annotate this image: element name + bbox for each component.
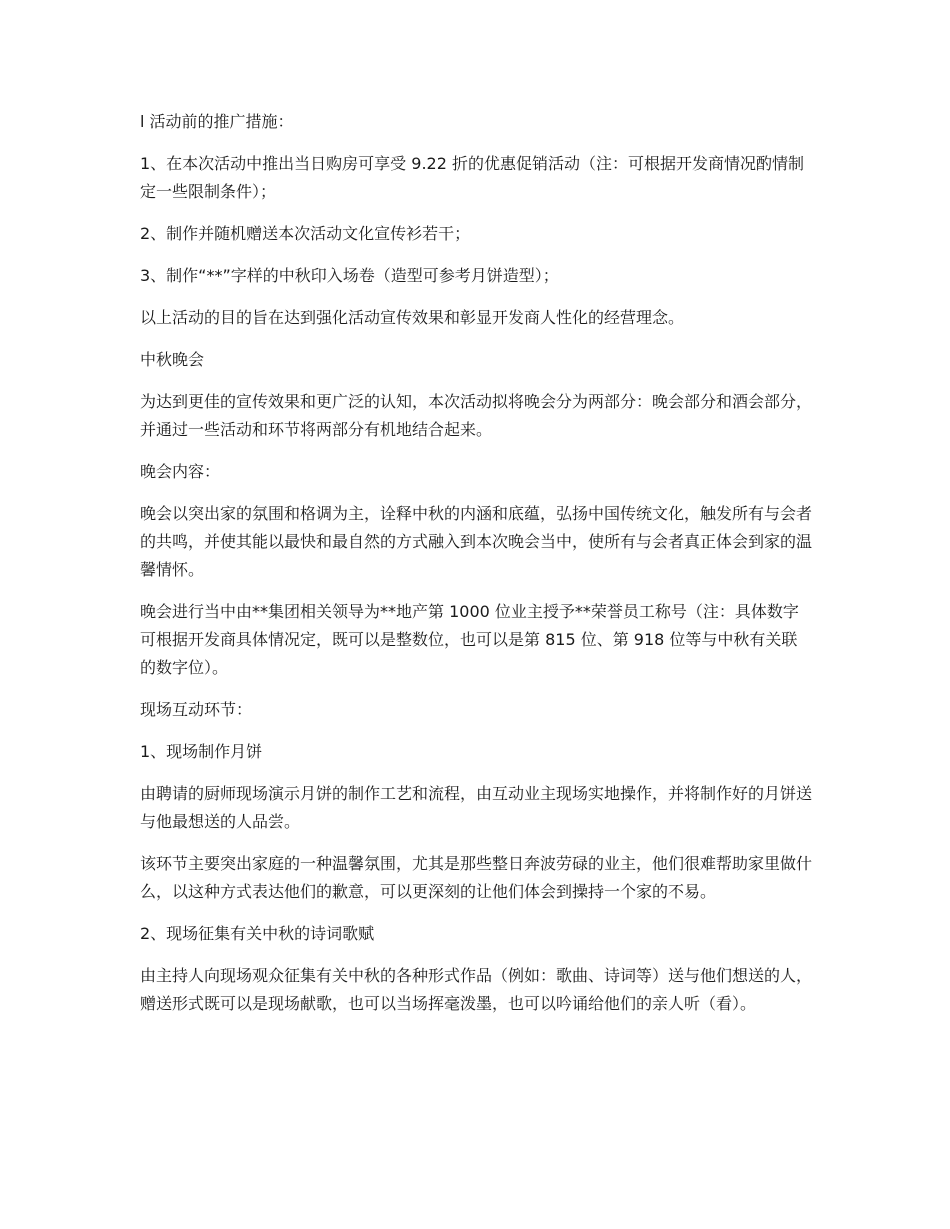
promo-item-1: 1、在本次活动中推出当日购房可享受 9.22 折的优惠促销活动（注：可根据开发商情况酌情制定一些限制条件）； bbox=[140, 154, 804, 201]
interaction-heading: 现场互动环节： bbox=[140, 700, 253, 719]
promo-purpose: 以上活动的目的旨在达到强化活动宣传效果和彰显开发商人性化的经营理念。 bbox=[140, 308, 685, 327]
gala-award-body: 晚会进行当中由**集团相关领导为**地产第 1000 位业主授予**荣誉员工称号（注：具体数字可根据开发商具体情况定，既可以是整数位，也可以是第 815 位、第 918 位等与中秋有关联的数字位）。 bbox=[140, 602, 799, 677]
interaction-item-1-body: 由聘请的厨师现场演示月饼的制作工艺和流程，由互动业主现场实地操作，并将制作好的月饼送与他最想送的人品尝。 bbox=[140, 784, 813, 831]
gala-intro: 为达到更佳的宣传效果和更广泛的认知，本次活动拟将晚会分为两部分：晚会部分和酒会部分，并通过一些活动和环节将两部分有机地结合起来。 bbox=[140, 392, 813, 439]
promo-heading: l 活动前的推广措施： bbox=[140, 112, 294, 131]
gala-content-body: 晚会以突出家的氛围和格调为主，诠释中秋的内涵和底蕴，弘扬中国传统文化，触发所有与会者的共鸣，并使其能以最快和最自然的方式融入到本次晚会当中，使所有与会者真正体会到家的温馨情怀。 bbox=[140, 504, 813, 579]
gala-content-heading: 晚会内容： bbox=[140, 462, 221, 481]
promo-item-2: 2、制作并随机赠送本次活动文化宣传衫若干； bbox=[140, 224, 471, 243]
interaction-item-2-title: 2、现场征集有关中秋的诗词歌赋 bbox=[140, 924, 375, 943]
interaction-item-1-title: 1、现场制作月饼 bbox=[140, 742, 263, 761]
interaction-item-2-body: 由主持人向现场观众征集有关中秋的各种形式作品（例如：歌曲、诗词等）送与他们想送的人，赠送形式既可以是现场献歌，也可以当场挥毫泼墨，也可以吟诵给他们的亲人听（看）。 bbox=[140, 966, 813, 1013]
promo-item-3: 3、制作“**”字样的中秋印入场卷（造型可参考月饼造型）； bbox=[140, 266, 559, 285]
document-page bbox=[140, 108, 812, 1032]
interaction-item-1-detail: 该环节主要突出家庭的一种温馨氛围，尤其是那些整日奔波劳碌的业主，他们很难帮助家里做什么，以这种方式表达他们的歉意，可以更深刻的让他们体会到操持一个家的不易。 bbox=[140, 854, 813, 901]
gala-heading: 中秋晚会 bbox=[140, 350, 205, 369]
